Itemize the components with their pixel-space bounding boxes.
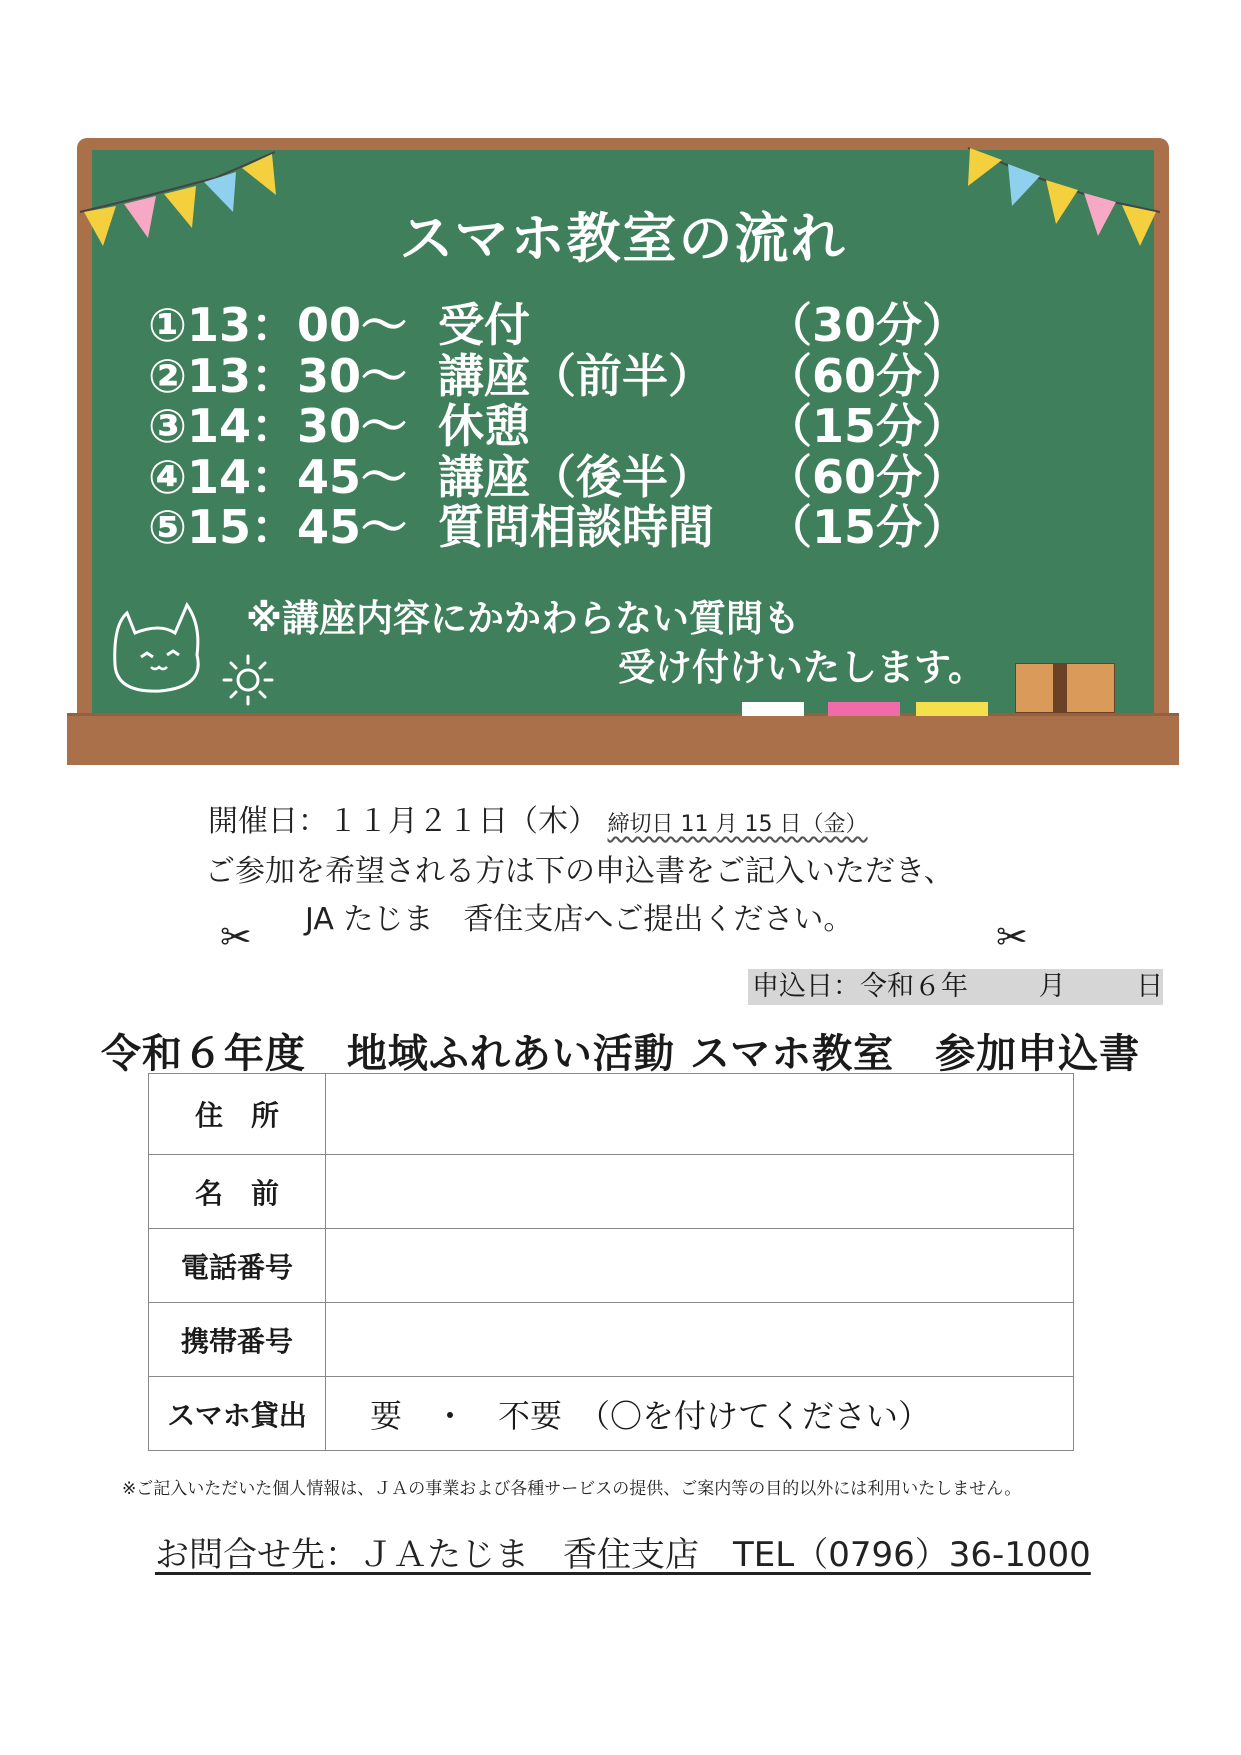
flag-icon bbox=[242, 154, 276, 195]
form-row-mobile bbox=[149, 1303, 1074, 1377]
form-title: 令和６年度 地域ふれあい活動 スマホ教室 参加申込書 bbox=[100, 1031, 1141, 1077]
flag-icon bbox=[968, 148, 1002, 186]
schedule-list bbox=[148, 300, 968, 553]
schedule-item: 講座（前半） bbox=[437, 348, 714, 403]
form-label: 名 前 bbox=[149, 1155, 326, 1229]
scissors-icon: ✂ bbox=[996, 915, 1028, 959]
scissors-icon: ✂ bbox=[220, 915, 252, 959]
schedule-time: ③14：30～ bbox=[148, 399, 407, 453]
pink-chalk-icon bbox=[828, 702, 900, 716]
yellow-chalk-icon bbox=[916, 702, 988, 716]
info-line3: JA たじま 香住支店へご提出ください。 bbox=[305, 902, 854, 937]
address-field[interactable] bbox=[326, 1074, 1074, 1155]
schedule-time: ①13：00～ bbox=[148, 298, 407, 352]
application-date-prefix: 申込日：令和６年 bbox=[752, 971, 968, 1002]
name-field[interactable] bbox=[326, 1155, 1074, 1229]
board-title: スマホ教室の流れ bbox=[399, 207, 847, 270]
schedule-row bbox=[148, 401, 968, 452]
form-row-address bbox=[149, 1074, 1074, 1155]
smartphone-rental-field[interactable]: 要 ・ 不要 （〇を付けてください） bbox=[326, 1377, 1074, 1451]
application-form-table bbox=[148, 1073, 1074, 1451]
schedule-time: ④14：45～ bbox=[148, 449, 407, 504]
schedule-item: 休憩 bbox=[437, 399, 530, 453]
form-row-name bbox=[149, 1155, 1074, 1229]
application-date-day: 日 bbox=[1136, 971, 1164, 1002]
schedule-time: ⑤15：45～ bbox=[148, 500, 407, 554]
form-row-phone bbox=[149, 1229, 1074, 1303]
phone-field[interactable] bbox=[326, 1229, 1074, 1303]
board-note-line1: ※講座内容にかかわらない質問も bbox=[246, 597, 800, 640]
mobile-field[interactable] bbox=[326, 1303, 1074, 1377]
event-date: 開催日：１１月２１日（木） bbox=[208, 804, 598, 839]
privacy-note: ※ご記入いただいた個人情報は、ＪＡの事業および各種サービスの提供、ご案内等の目的以外には利用いたしません。 bbox=[122, 1479, 1022, 1499]
white-chalk-icon bbox=[742, 702, 804, 716]
schedule-duration: （60分） bbox=[765, 449, 968, 504]
form-row-smartphone-rental bbox=[149, 1377, 1074, 1451]
schedule-item: 質問相談時間 bbox=[437, 500, 714, 554]
schedule-row bbox=[148, 348, 968, 403]
form-label: 電話番号 bbox=[149, 1229, 326, 1303]
schedule-duration: （15分） bbox=[765, 399, 968, 453]
schedule-item: 受付 bbox=[437, 298, 530, 352]
info-line2: ご参加を希望される方は下の申込書をご記入いただき、 bbox=[205, 854, 954, 889]
form-label: 住 所 bbox=[149, 1074, 326, 1155]
eraser-icon bbox=[1015, 663, 1115, 713]
event-date-line bbox=[208, 796, 868, 840]
schedule-row bbox=[148, 502, 968, 553]
form-label: 携帯番号 bbox=[149, 1303, 326, 1377]
contact-info: お問合せ先：ＪＡたじま 香住支店 TEL（0796）36-1000 bbox=[155, 1535, 1091, 1575]
deadline: 締切日 11 月 15 日（金） bbox=[607, 812, 868, 837]
schedule-duration: （60分） bbox=[765, 348, 968, 403]
application-date bbox=[748, 969, 1163, 1005]
chalkboard-ledge bbox=[67, 713, 1179, 765]
schedule-duration: （15分） bbox=[765, 500, 968, 554]
board-note-line2: 受け付けいたします。 bbox=[618, 646, 986, 689]
schedule-time: ②13：30～ bbox=[148, 348, 407, 403]
sun-doodle-icon bbox=[218, 650, 278, 710]
schedule-row bbox=[148, 449, 968, 504]
form-label: スマホ貸出 bbox=[149, 1377, 326, 1451]
schedule-duration: （30分） bbox=[765, 298, 968, 352]
application-date-month: 月 bbox=[1038, 971, 1066, 1002]
schedule-item: 講座（後半） bbox=[437, 449, 714, 504]
schedule-row bbox=[148, 300, 968, 351]
